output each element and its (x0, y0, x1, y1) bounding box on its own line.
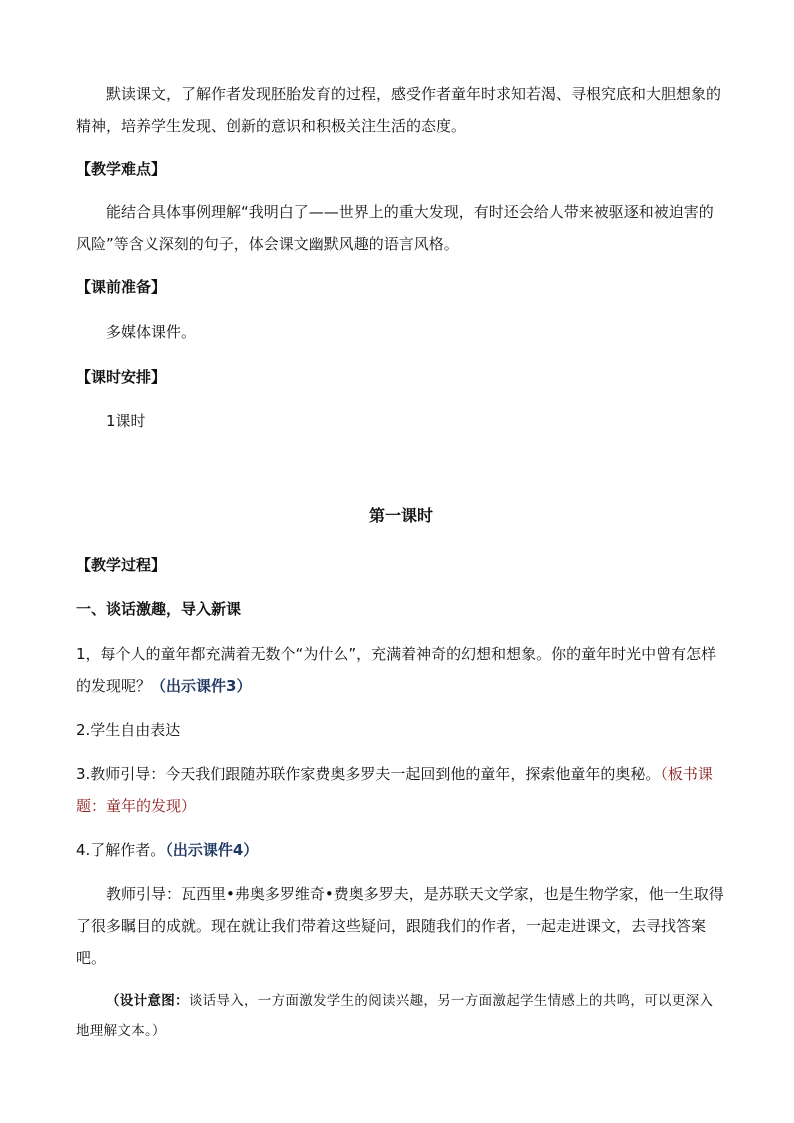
item1-paragraph (76, 638, 726, 702)
prepare-heading: 【课前准备】 (76, 278, 167, 296)
prepare-text: 多媒体课件。 (106, 323, 197, 341)
design-intent-paragraph (76, 986, 726, 1046)
schedule-text: 1课时 (106, 412, 146, 430)
item3-text (76, 758, 726, 822)
design-intent-text (76, 986, 726, 1046)
design-intent-label: （设计意图： (106, 993, 189, 1009)
lesson-title-block (76, 505, 726, 527)
item4-text (76, 834, 726, 866)
difficulty-heading-block (76, 158, 726, 180)
item2-paragraph (76, 714, 726, 746)
item1-body: 1，每个人的童年都充满着无数个“为什么”，充满着神奇的幻想和想象。你的童年时光中曾有怎样的发现呢？ (76, 645, 717, 695)
prepare-heading-block (76, 276, 726, 298)
process-heading: 【教学过程】 (76, 556, 167, 574)
item3-body: 3.教师引导：今天我们跟随苏联作家费奥多罗夫一起回到他的童年，探索他童年的奥秘。 (76, 765, 661, 783)
item1-text (76, 638, 726, 702)
author-text: 教师引导：瓦西里•弗奥多罗维奇•费奥多罗夫，是苏联天文学家，也是生物学家，他一生取得了很多瞩目的成就。现在就让我们带着这些疑问，跟随我们的作者，一起走进课文，去寻找答案吧。 (76, 885, 724, 967)
item3-board-title: （板书课题：童年的发现） (76, 765, 713, 815)
item4-courseware-note: （出示课件4） (165, 841, 259, 859)
difficulty-text: 能结合具体事例理解“我明白了——世界上的重大发现，有时还会给人带来被驱逐和被迫害的风险”等含义深刻的句子，体会课文幽默风趣的语言风格。 (76, 203, 714, 253)
item3-paragraph (76, 758, 726, 822)
item1-courseware-note: （出示课件3） (151, 677, 252, 695)
prepare-paragraph (76, 316, 726, 348)
item4-paragraph (76, 834, 726, 866)
teaching-goal-text: 默读课文，了解作者发现胚胎发育的过程，感受作者童年时求知若渴、寻根究底和大胆想象的精神，培养学生发现、创新的意识和积极关注生活的态度。 (76, 85, 722, 135)
section1-heading: 一、谈话激趣，导入新课 (76, 600, 242, 618)
difficulty-paragraph (76, 196, 726, 260)
schedule-heading: 【课时安排】 (76, 368, 167, 386)
author-paragraph (76, 878, 726, 974)
item2-text: 2.学生自由表达 (76, 721, 181, 739)
difficulty-heading: 【教学难点】 (76, 160, 167, 178)
lesson-title: 第一课时 (368, 506, 433, 525)
process-heading-block (76, 554, 726, 576)
schedule-paragraph (76, 405, 726, 437)
schedule-heading-block (76, 366, 726, 388)
design-intent-body: 谈话导入，一方面激发学生的阅读兴趣，另一方面激起学生情感上的共鸣，可以更深入地理解文本。） (76, 993, 714, 1039)
section1-heading-block (76, 598, 726, 620)
teaching-goal-paragraph (76, 78, 726, 142)
item4-body: 4.了解作者。 (76, 841, 166, 859)
